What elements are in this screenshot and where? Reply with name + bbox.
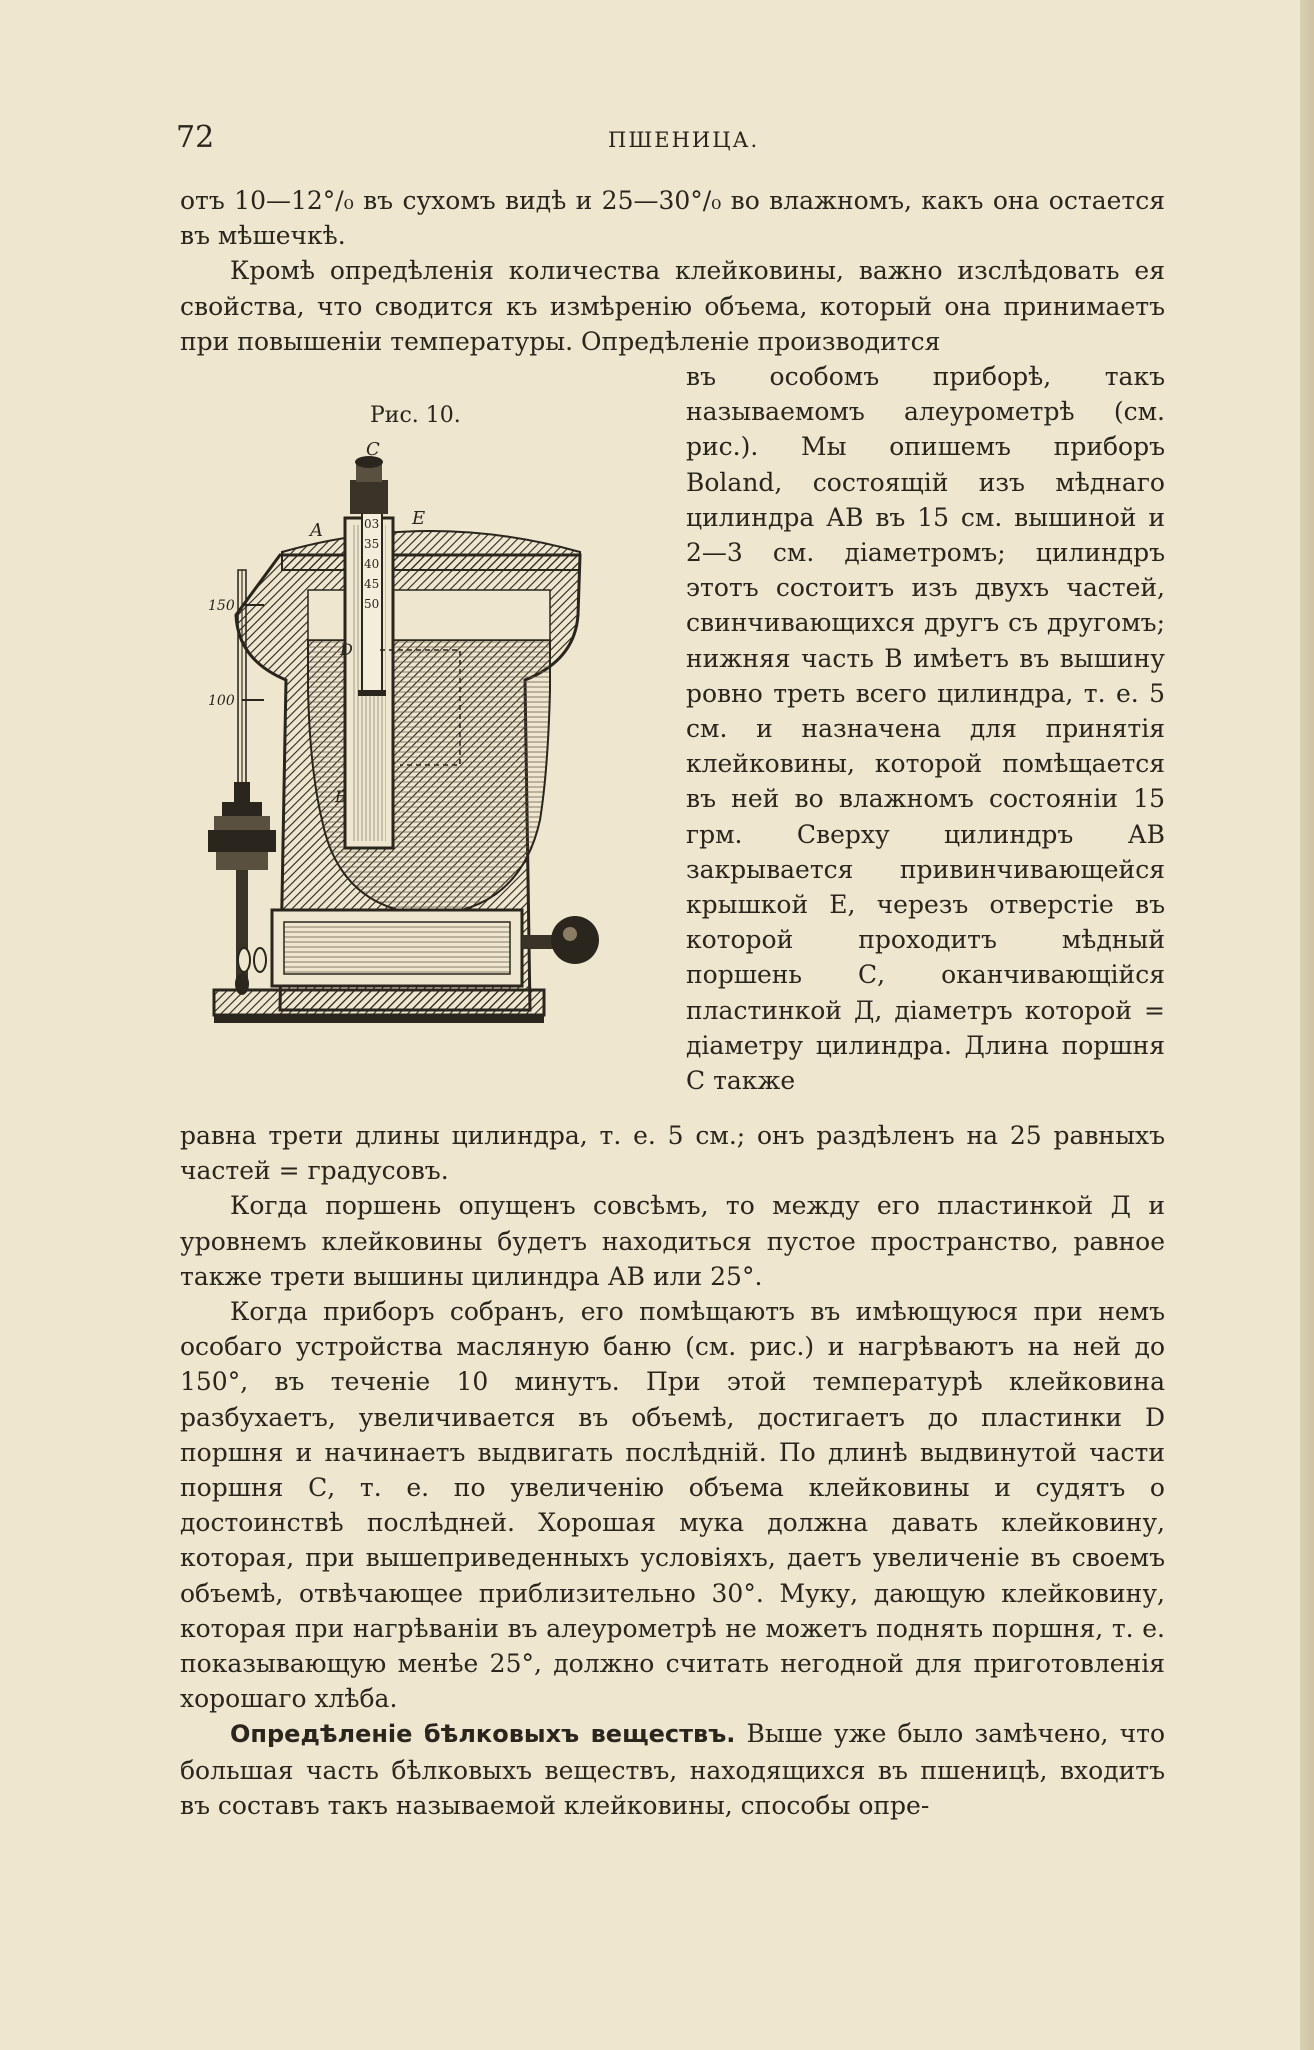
label-d: D xyxy=(340,640,353,659)
label-e: E xyxy=(412,508,426,529)
aleurometer-figure xyxy=(200,440,660,1060)
handle-knob xyxy=(551,916,599,964)
scale-label-35: 35 xyxy=(364,537,380,551)
page-header xyxy=(176,120,1164,160)
thermometer-label-150: 150 xyxy=(208,598,235,614)
paragraph-5 xyxy=(180,1716,1165,1823)
body-text-bottom xyxy=(180,1118,1165,1823)
label-b: B xyxy=(335,787,347,806)
paragraph-2-side: въ особомъ приборѣ, такъ называемомъ алеурометрѣ (см. рис.). Мы опишемъ приборъ Boland, состоящій изъ мѣднаго цилиндра АВ въ 15 см. вышиной и 2—3 см. діаметромъ; цилиндръ этотъ состоитъ изъ двухъ частей, свинчивающихся другъ съ другомъ; нижняя часть В имѣетъ въ вышину ровно треть всего цилиндра, т. е. 5 см. и назначена для принятія клейковины, которой помѣщается въ ней во влажномъ состояніи 15 грм. Сверху цилиндръ АВ закрывается привинчивающейся крышкой Е, черезъ отверстіе въ которой проходитъ мѣдный поршень С, оканчивающійся пластинкой Д, діаметръ которой = діаметру цилиндра. Длина поршня С также xyxy=(686,362,1165,1096)
label-a: A xyxy=(310,520,323,541)
vessel-base xyxy=(214,990,544,1015)
body-text-side xyxy=(686,359,1165,1098)
scale-label-45: 45 xyxy=(364,577,380,591)
paragraph-1: отъ 10—12°/₀ въ сухомъ видѣ и 25—30°/₀ во влажномъ, какъ она остается въ мѣшечкѣ. xyxy=(180,186,1165,251)
thermometer-label-100: 100 xyxy=(208,693,235,709)
paragraph-2-top: Кромѣ опредѣленія количества клейковины, важно изслѣдовать ея свойства, что сводится къ измѣренію объема, который она принимаетъ при повышеніи температуры. Опредѣленіе производится xyxy=(180,256,1165,356)
paragraph-4: Когда приборъ собранъ, его помѣщаютъ въ имѣющуюся при немъ особаго устройства масляную баню (см. рис.) и нагрѣваютъ на ней до 150°, въ теченіе 10 минутъ. При этой температурѣ клейковина разбухаетъ, увеличивается въ объемѣ, достигаетъ до пластинки D поршня и начинаетъ выдвигать послѣдній. По длинѣ выдвинутой части поршня С, т. е. по увеличенію объема клейковины и судятъ о достоинствѣ послѣдней. Хорошая мука должна давать клейковину, которая, при вышеприведенныхъ условіяхъ, даетъ увеличеніе въ своемъ объемѣ, отвѣчающее приблизительно 30°. Муку, дающую клейковину, которая при нагрѣваніи въ алеурометрѣ не можетъ поднять поршня, т. е. показывающую менѣе 25°, должно считать негодной для приготовленія хорошаго хлѣба. xyxy=(180,1297,1165,1714)
label-c: C xyxy=(366,440,380,460)
figure-caption: Рис. 10. xyxy=(370,403,461,428)
paragraph-2-bottom: равна трети длины цилиндра, т. е. 5 см.; онъ раздѣленъ на 25 равныхъ частей = градусовъ. xyxy=(180,1121,1165,1186)
paragraph-3: Когда поршень опущенъ совсѣмъ, то между его пластинкой Д и уровнемъ клейковины будетъ находиться пустое пространство, равное также трети вышины цилиндра АВ или 25°. xyxy=(180,1191,1165,1291)
scale-label-03: 03 xyxy=(364,517,380,531)
paragraph-5-body: Выше уже было замѣчено, что большая часть бѣлковыхъ веществъ, находящихся въ пшеницѣ, входитъ въ составъ такъ называемой клейковины, способы опре- xyxy=(180,1719,1165,1820)
scale-label-50: 50 xyxy=(364,597,380,611)
vessel-lid xyxy=(282,531,580,570)
body-text-top xyxy=(180,183,1165,359)
running-title: ПШЕНИЦА. xyxy=(608,128,760,152)
section-heading: Опредѣленіе бѣлковыхъ веществъ. xyxy=(230,1720,736,1749)
scale-label-40: 40 xyxy=(364,557,380,571)
page-edge xyxy=(1300,0,1314,2050)
page-number: 72 xyxy=(176,120,215,155)
